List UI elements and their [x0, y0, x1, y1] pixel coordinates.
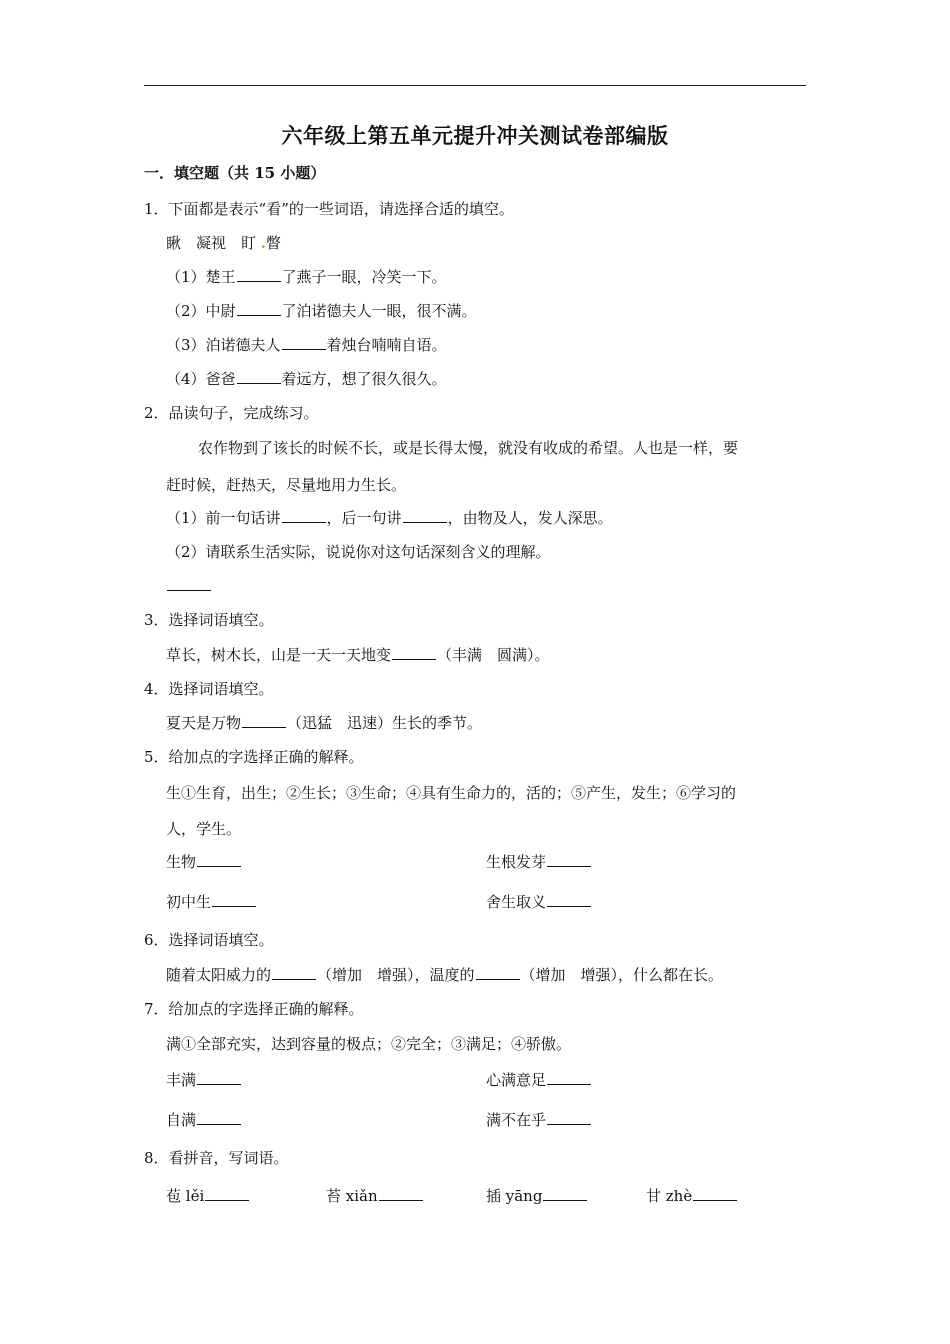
q1-word-bank: 瞅 凝视 盯 .瞥	[166, 234, 282, 252]
q8-item-1: 苞 lěi	[166, 1186, 250, 1206]
q7-item-b: 心满意足	[486, 1070, 592, 1090]
q3-stem: 3．选择词语填空。	[144, 611, 274, 629]
answer-blank[interactable]	[197, 852, 241, 867]
q7-item-d: 满不在乎	[486, 1110, 592, 1130]
section-heading: 一．填空题（共 15 小题）	[144, 164, 326, 182]
answer-blank[interactable]	[205, 1186, 249, 1201]
q1-item-4: （4）爸爸 着远方，想了很久很久。	[166, 370, 447, 388]
q1-item-2: （2）中尉 了泊诺德夫人一眼，很不满。	[166, 302, 477, 320]
answer-blank[interactable]	[547, 852, 591, 867]
answer-blank[interactable]	[282, 335, 326, 350]
q8-stem: 8．看拼音，写词语。	[144, 1149, 289, 1167]
q6-stem: 6．选择词语填空。	[144, 931, 274, 949]
answer-blank[interactable]	[212, 892, 256, 907]
q5-definitions-line-1: 生①生育，出生；②生长；③生命；④具有生命力的，活的；⑤产生，发生；⑥学习的	[166, 784, 737, 802]
answer-blank[interactable]	[379, 1186, 423, 1201]
q2-stem: 2．品读句子，完成练习。	[144, 404, 319, 422]
q2-item-2: （2）请联系生活实际，说说你对这句话深刻含义的理解。	[166, 543, 551, 561]
answer-blank[interactable]	[547, 892, 591, 907]
mark-dot-icon: .	[260, 234, 267, 252]
answer-blank[interactable]	[237, 301, 281, 316]
q2-answer-line	[166, 576, 212, 596]
q1-item-1: （1）楚王 了燕子一眼，冷笑一下。	[166, 268, 447, 286]
answer-blank[interactable]	[403, 508, 447, 523]
q5-stem: 5．给加点的字选择正确的解释。	[144, 748, 364, 766]
q8-item-2: 苔 xiǎn	[326, 1186, 424, 1206]
page-title: 六年级上第五单元提升冲关测试卷部编版	[281, 123, 669, 148]
q2-paragraph-line-2: 赶时候，赶热天，尽量地用力生长。	[166, 476, 407, 494]
q5-item-a: 生物	[166, 852, 242, 872]
answer-blank[interactable]	[547, 1110, 591, 1125]
answer-blank[interactable]	[272, 965, 316, 980]
answer-blank[interactable]	[167, 576, 211, 591]
answer-blank[interactable]	[237, 267, 281, 282]
q1-stem: 1．下面都是表示“看”的一些词语，请选择合适的填空。	[144, 200, 514, 218]
q5-item-d: 舍生取义	[486, 892, 592, 912]
q3-item: 草长，树木长，山是一天一天地变 （丰满 圆满）。	[166, 646, 550, 664]
q2-paragraph-line-1: 农作物到了该长的时候不长，或是长得太慢，就没有收成的希望。人也是一样，要	[198, 439, 739, 457]
q7-item-c: 自满	[166, 1110, 242, 1130]
answer-blank[interactable]	[282, 508, 326, 523]
answer-blank[interactable]	[242, 713, 286, 728]
q7-item-a: 丰满	[166, 1070, 242, 1090]
answer-blank[interactable]	[543, 1186, 587, 1201]
answer-blank[interactable]	[197, 1070, 241, 1085]
answer-blank[interactable]	[693, 1186, 737, 1201]
answer-blank[interactable]	[392, 645, 436, 660]
q5-item-c: 初中生	[166, 892, 257, 912]
q8-item-3: 插 yāng	[486, 1186, 588, 1206]
q5-item-b: 生根发芽	[486, 852, 592, 872]
q4-item: 夏天是万物 （迅猛 迅速）生长的季节。	[166, 714, 483, 732]
answer-blank[interactable]	[197, 1110, 241, 1125]
q7-definitions: 满①全部充实，达到容量的极点；②完全；③满足；④骄傲。	[166, 1035, 572, 1053]
answer-blank[interactable]	[237, 369, 281, 384]
q7-stem: 7．给加点的字选择正确的解释。	[144, 1000, 364, 1018]
header-rule	[144, 85, 806, 86]
q6-item: 随着太阳威力的 （增加 增强），温度的 （增加 增强），什么都在长。	[166, 966, 724, 984]
q4-stem: 4．选择词语填空。	[144, 680, 274, 698]
q1-item-3: （3）泊诺德夫人 着烛台喃喃自语。	[166, 336, 447, 354]
q8-item-4: 甘 zhè	[646, 1186, 738, 1206]
answer-blank[interactable]	[476, 965, 520, 980]
answer-blank[interactable]	[547, 1070, 591, 1085]
q5-definitions-line-2: 人，学生。	[166, 820, 242, 838]
q2-item-1: （1）前一句话讲 ，后一句讲 ，由物及人，发人深思。	[166, 509, 613, 527]
